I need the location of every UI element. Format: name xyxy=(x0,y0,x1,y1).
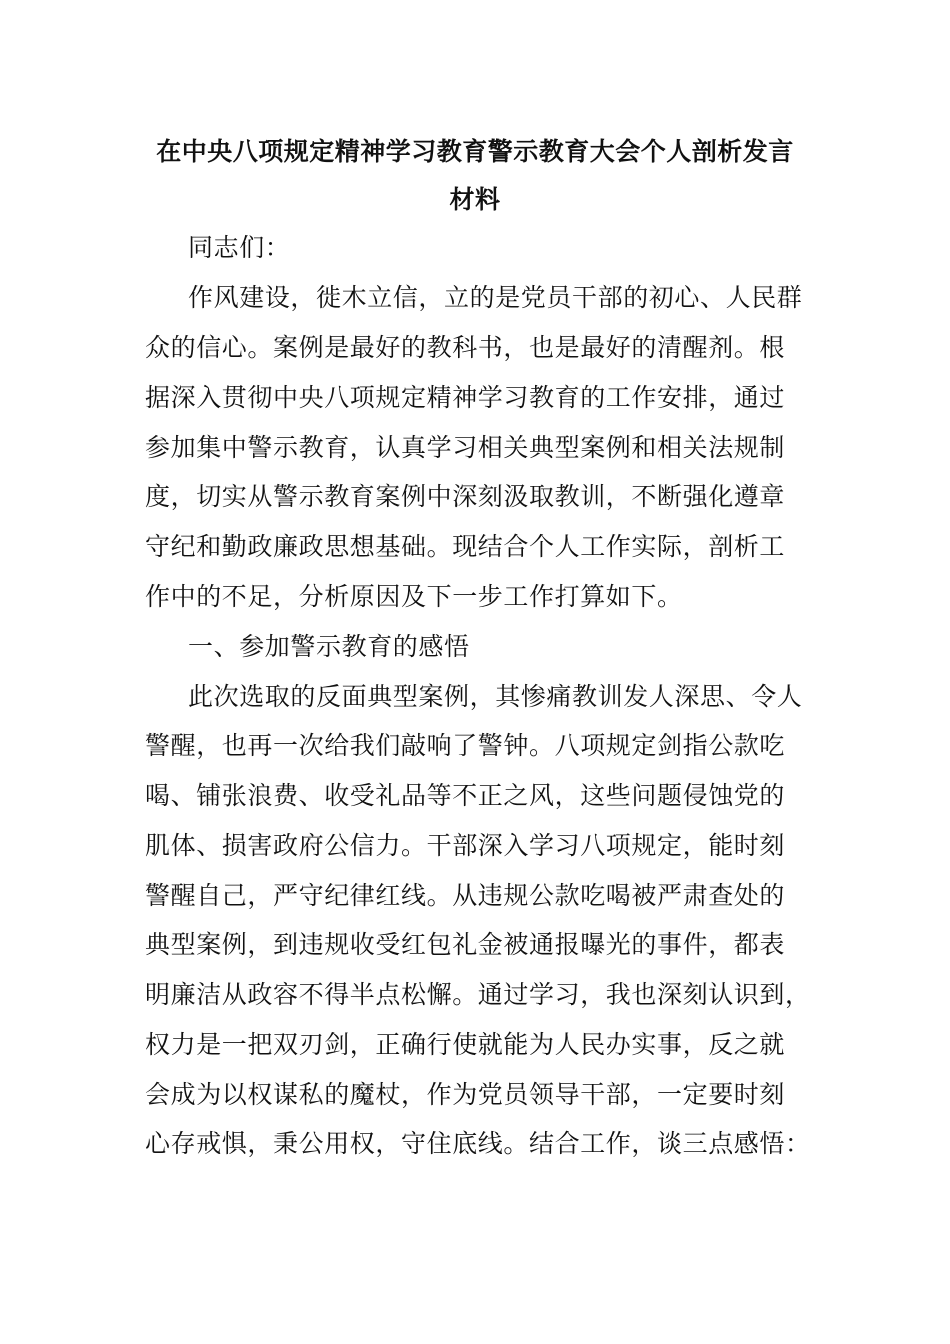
paragraph-line: 警醒自己，严守纪律红线。从违规公款吃喝被严肃查处的 xyxy=(145,881,786,910)
paragraph-line: 权力是一把双刃剑，正确行使就能为人民办实事，反之就 xyxy=(145,1030,786,1059)
paragraph-line: 肌体、损害政府公信力。干部深入学习八项规定，能时刻 xyxy=(145,831,786,860)
document-title-line-1: 在中央八项规定精神学习教育警示教育大会个人剖析发言 xyxy=(156,137,794,166)
paragraph-line: 典型案例，到违规收受红包礼金被通报曝光的事件，都表 xyxy=(145,930,786,959)
paragraph-line: 作风建设，徙木立信，立的是党员干部的初心、人民群 xyxy=(188,283,803,312)
paragraph-line: 众的信心。案例是最好的教科书，也是最好的清醒剂。根 xyxy=(145,333,786,362)
paragraph-line: 喝、铺张浪费、收受礼品等不正之风，这些问题侵蚀党的 xyxy=(145,781,786,810)
paragraph-line: 守纪和勤政廉政思想基础。现结合个人工作实际，剖析工 xyxy=(145,532,786,561)
paragraph-line: 作中的不足，分析原因及下一步工作打算如下。 xyxy=(145,582,683,611)
paragraph-line: 警醒，也再一次给我们敲响了警钟。八项规定剑指公款吃 xyxy=(145,731,786,760)
paragraph-line: 明廉洁从政容不得半点松懈。通过学习，我也深刻认识到， xyxy=(145,980,811,1009)
document-title-line-2: 材料 xyxy=(449,185,501,214)
paragraph-line: 参加集中警示教育，认真学习相关典型案例和相关法规制 xyxy=(145,433,786,462)
paragraph-line: 度，切实从警示教育案例中深刻汲取教训，不断强化遵章 xyxy=(145,482,786,511)
paragraph-line: 心存戒惧，秉公用权，守住底线。结合工作，谈三点感悟： xyxy=(145,1129,811,1158)
section-heading: 一、参加警示教育的感悟 xyxy=(188,632,470,661)
paragraph-line: 据深入贯彻中央八项规定精神学习教育的工作安排，通过 xyxy=(145,383,786,412)
paragraph-line: 此次选取的反面典型案例，其惨痛教训发人深思、令人 xyxy=(188,682,803,711)
greeting: 同志们： xyxy=(188,233,291,262)
paragraph-line: 会成为以权谋私的魔杖，作为党员领导干部，一定要时刻 xyxy=(145,1080,786,1109)
